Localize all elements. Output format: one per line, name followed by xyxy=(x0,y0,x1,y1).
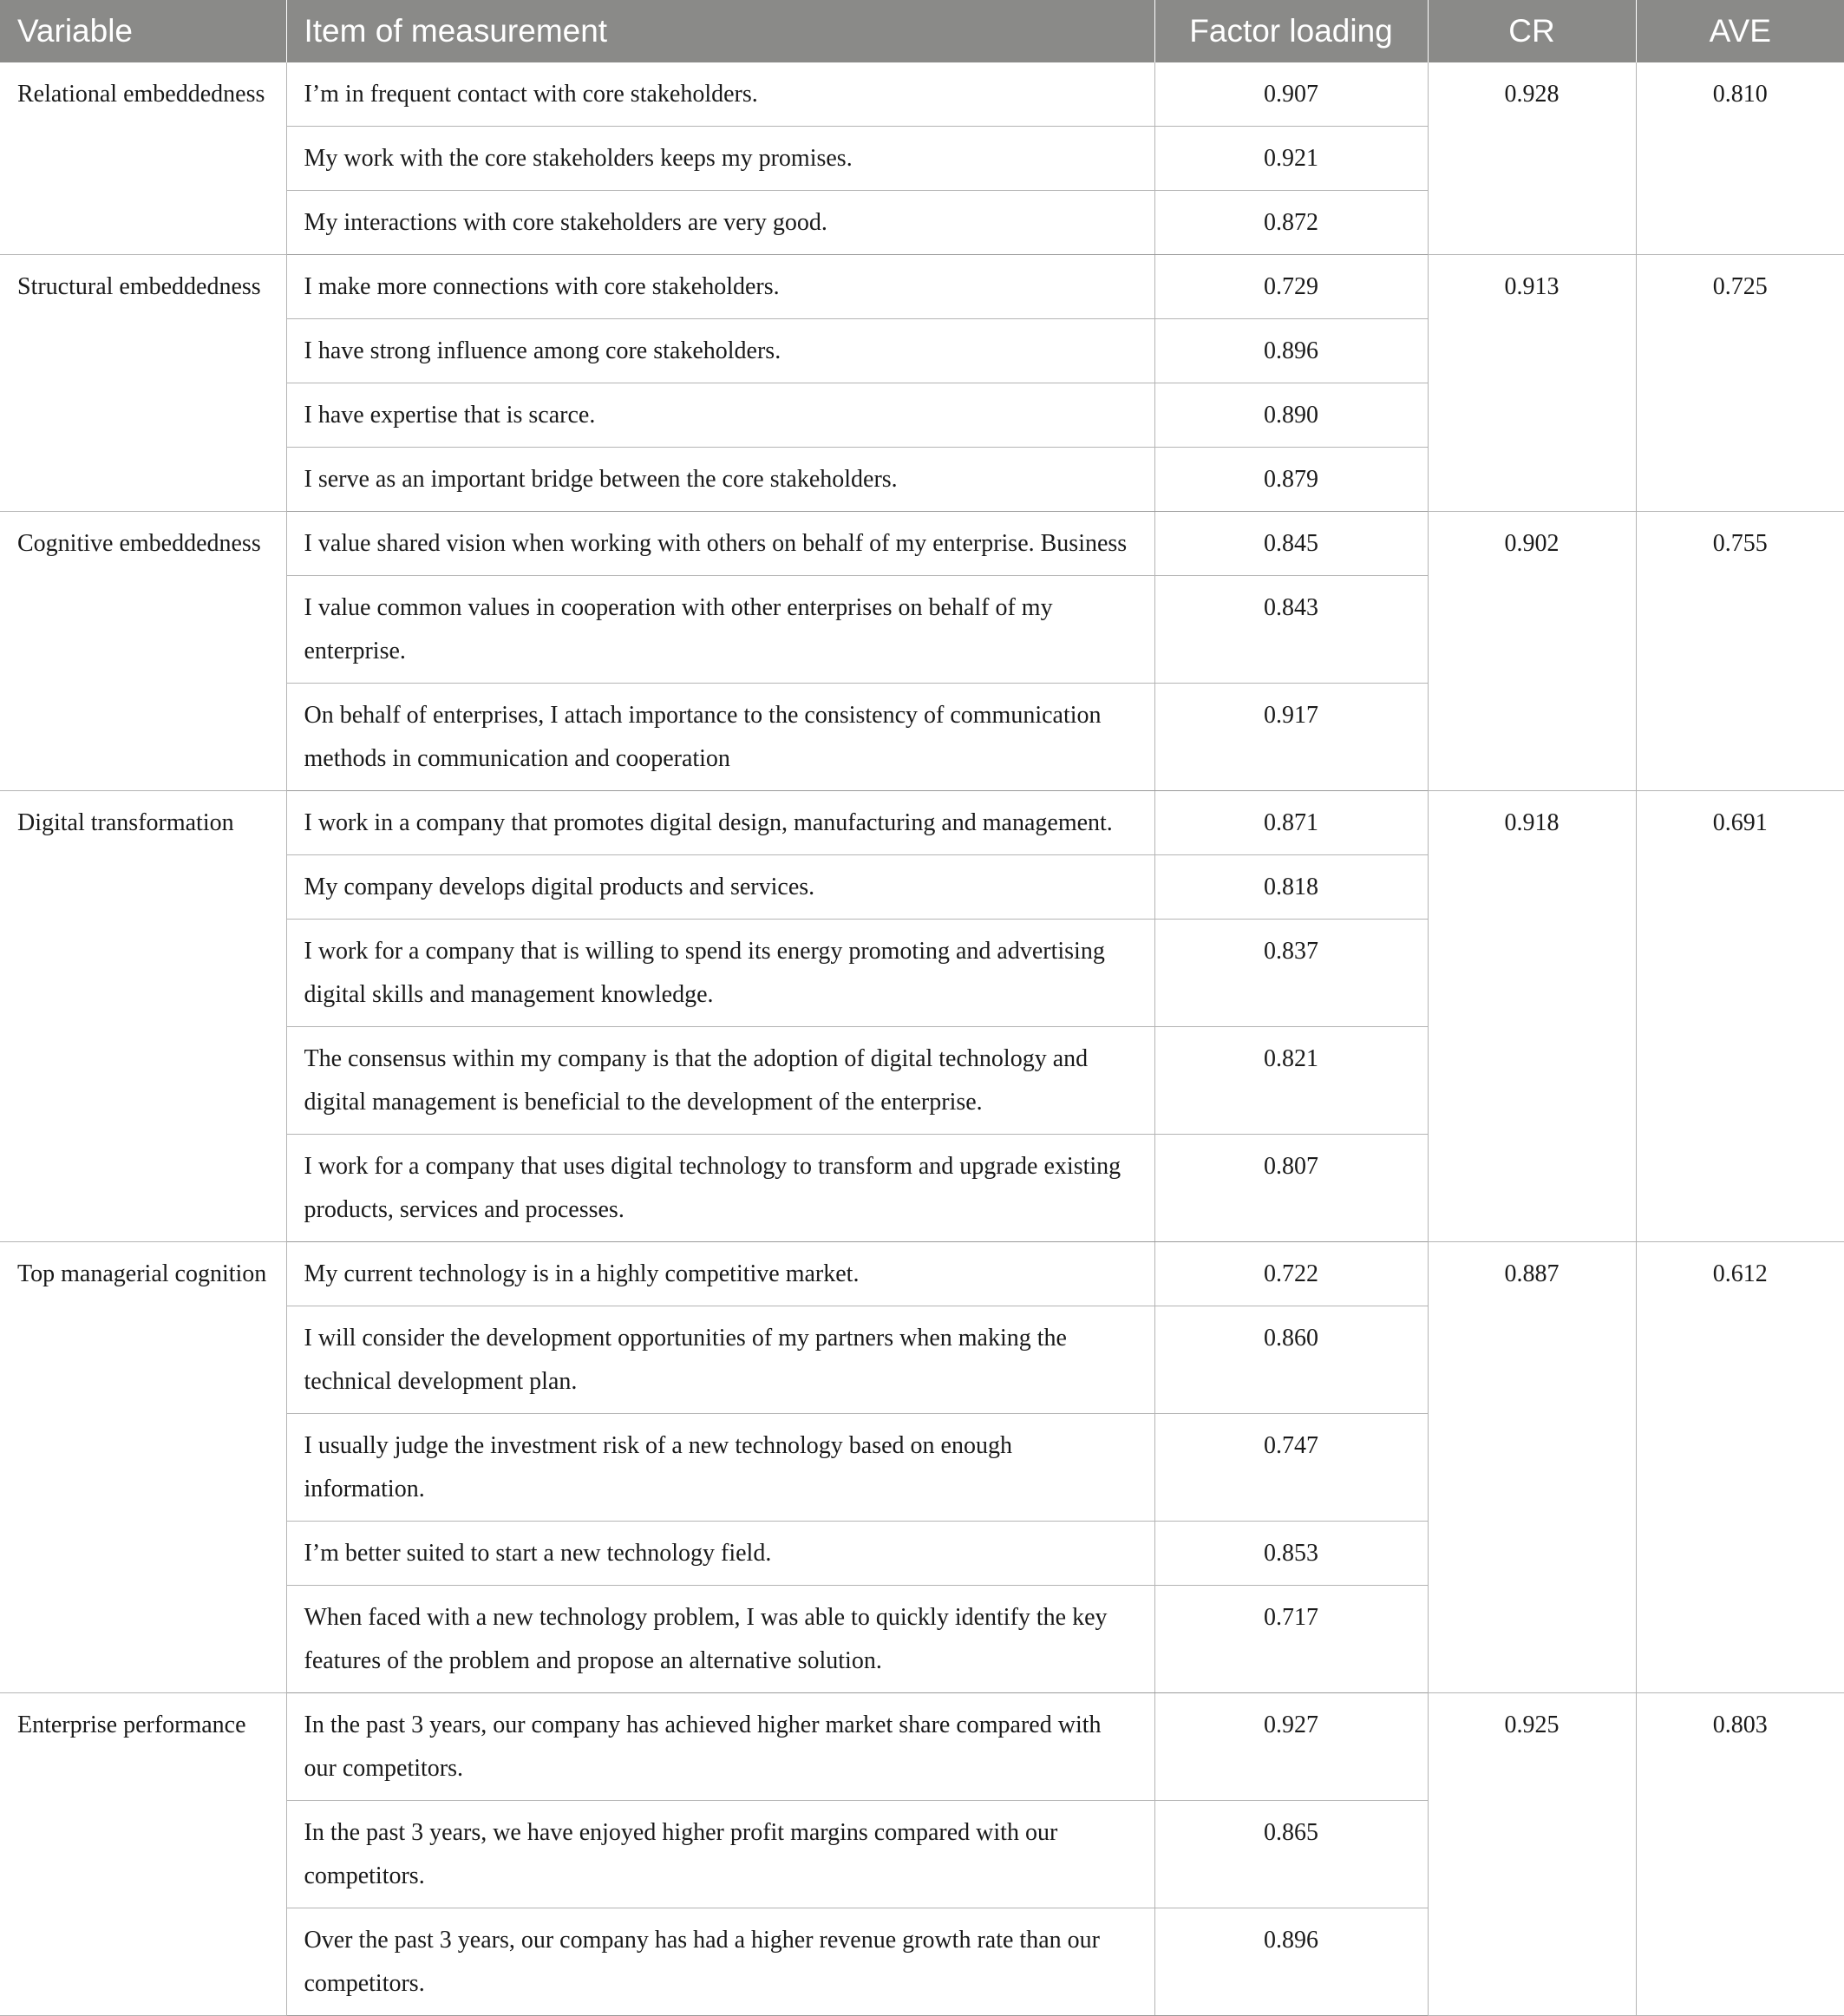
header-factor-loading: Factor loading xyxy=(1154,0,1428,62)
item-cell: I have expertise that is scarce. xyxy=(286,383,1154,448)
loading-cell: 0.853 xyxy=(1154,1522,1428,1586)
cr-cell: 0.918 xyxy=(1428,791,1636,1242)
loading-cell: 0.747 xyxy=(1154,1414,1428,1522)
table-header xyxy=(0,0,1844,62)
variable-cell: Enterprise performance xyxy=(0,1693,286,2016)
item-cell: I usually judge the investment risk of a new technology based on enough information. xyxy=(286,1414,1154,1522)
loading-cell: 0.837 xyxy=(1154,920,1428,1027)
item-cell: I’m better suited to start a new technology field. xyxy=(286,1522,1154,1586)
loading-cell: 0.927 xyxy=(1154,1693,1428,1801)
ave-cell: 0.612 xyxy=(1636,1242,1844,1693)
item-cell: I’m in frequent contact with core stakeholders. xyxy=(286,62,1154,127)
loading-cell: 0.896 xyxy=(1154,319,1428,383)
item-cell: My interactions with core stakeholders are very good. xyxy=(286,191,1154,255)
table-row xyxy=(0,512,1844,576)
header-ave: AVE xyxy=(1636,0,1844,62)
ave-cell: 0.691 xyxy=(1636,791,1844,1242)
item-cell: I value shared vision when working with others on behalf of my enterprise. Business xyxy=(286,512,1154,576)
item-cell: Over the past 3 years, our company has had a higher revenue growth rate than our competitors. xyxy=(286,1908,1154,2016)
variable-cell: Structural embeddedness xyxy=(0,255,286,512)
item-cell: My company develops digital products and services. xyxy=(286,855,1154,920)
cr-cell: 0.902 xyxy=(1428,512,1636,791)
ave-cell: 0.725 xyxy=(1636,255,1844,512)
variable-cell: Cognitive embeddedness xyxy=(0,512,286,791)
item-cell: I have strong influence among core stakeholders. xyxy=(286,319,1154,383)
variable-cell: Relational embeddedness xyxy=(0,62,286,255)
table-row xyxy=(0,1693,1844,1801)
ave-cell: 0.810 xyxy=(1636,62,1844,255)
table-row xyxy=(0,62,1844,127)
item-cell: I work in a company that promotes digital design, manufacturing and management. xyxy=(286,791,1154,855)
item-cell: I will consider the development opportunities of my partners when making the technical development plan. xyxy=(286,1306,1154,1414)
loading-cell: 0.865 xyxy=(1154,1801,1428,1908)
cr-cell: 0.887 xyxy=(1428,1242,1636,1693)
loading-cell: 0.818 xyxy=(1154,855,1428,920)
loading-cell: 0.807 xyxy=(1154,1135,1428,1242)
loading-cell: 0.872 xyxy=(1154,191,1428,255)
table-row xyxy=(0,791,1844,855)
loading-cell: 0.896 xyxy=(1154,1908,1428,2016)
ave-cell: 0.803 xyxy=(1636,1693,1844,2016)
loading-cell: 0.860 xyxy=(1154,1306,1428,1414)
item-cell: I make more connections with core stakeholders. xyxy=(286,255,1154,319)
table-row xyxy=(0,1242,1844,1306)
cr-cell: 0.913 xyxy=(1428,255,1636,512)
loading-cell: 0.729 xyxy=(1154,255,1428,319)
loading-cell: 0.917 xyxy=(1154,684,1428,791)
table-row xyxy=(0,255,1844,319)
item-cell: I value common values in cooperation with other enterprises on behalf of my enterprise. xyxy=(286,576,1154,684)
table-body xyxy=(0,62,1844,2016)
header-row xyxy=(0,0,1844,62)
item-cell: I work for a company that is willing to spend its energy promoting and advertising digital skills and management knowledge. xyxy=(286,920,1154,1027)
loading-cell: 0.879 xyxy=(1154,448,1428,512)
cr-cell: 0.925 xyxy=(1428,1693,1636,2016)
loading-cell: 0.717 xyxy=(1154,1586,1428,1693)
item-cell: My current technology is in a highly competitive market. xyxy=(286,1242,1154,1306)
cr-cell: 0.928 xyxy=(1428,62,1636,255)
item-cell: My work with the core stakeholders keeps my promises. xyxy=(286,127,1154,191)
loading-cell: 0.843 xyxy=(1154,576,1428,684)
loading-cell: 0.871 xyxy=(1154,791,1428,855)
item-cell: The consensus within my company is that the adoption of digital technology and digital management is beneficial to the development of the enterprise. xyxy=(286,1027,1154,1135)
item-cell: In the past 3 years, our company has achieved higher market share compared with our competitors. xyxy=(286,1693,1154,1801)
header-variable: Variable xyxy=(0,0,286,62)
item-cell: I serve as an important bridge between the core stakeholders. xyxy=(286,448,1154,512)
item-cell: On behalf of enterprises, I attach importance to the consistency of communication methods in communication and cooperation xyxy=(286,684,1154,791)
ave-cell: 0.755 xyxy=(1636,512,1844,791)
loading-cell: 0.845 xyxy=(1154,512,1428,576)
item-cell: I work for a company that uses digital technology to transform and upgrade existing products, services and processes. xyxy=(286,1135,1154,1242)
header-cr: CR xyxy=(1428,0,1636,62)
variable-cell: Digital transformation xyxy=(0,791,286,1242)
loading-cell: 0.722 xyxy=(1154,1242,1428,1306)
loading-cell: 0.821 xyxy=(1154,1027,1428,1135)
loading-cell: 0.890 xyxy=(1154,383,1428,448)
loading-cell: 0.907 xyxy=(1154,62,1428,127)
variable-cell: Top managerial cognition xyxy=(0,1242,286,1693)
loading-cell: 0.921 xyxy=(1154,127,1428,191)
header-item: Item of measurement xyxy=(286,0,1154,62)
item-cell: When faced with a new technology problem, I was able to quickly identify the key features of the problem and propose an alternative solution. xyxy=(286,1586,1154,1693)
item-cell: In the past 3 years, we have enjoyed higher profit margins compared with our competitors. xyxy=(286,1801,1154,1908)
